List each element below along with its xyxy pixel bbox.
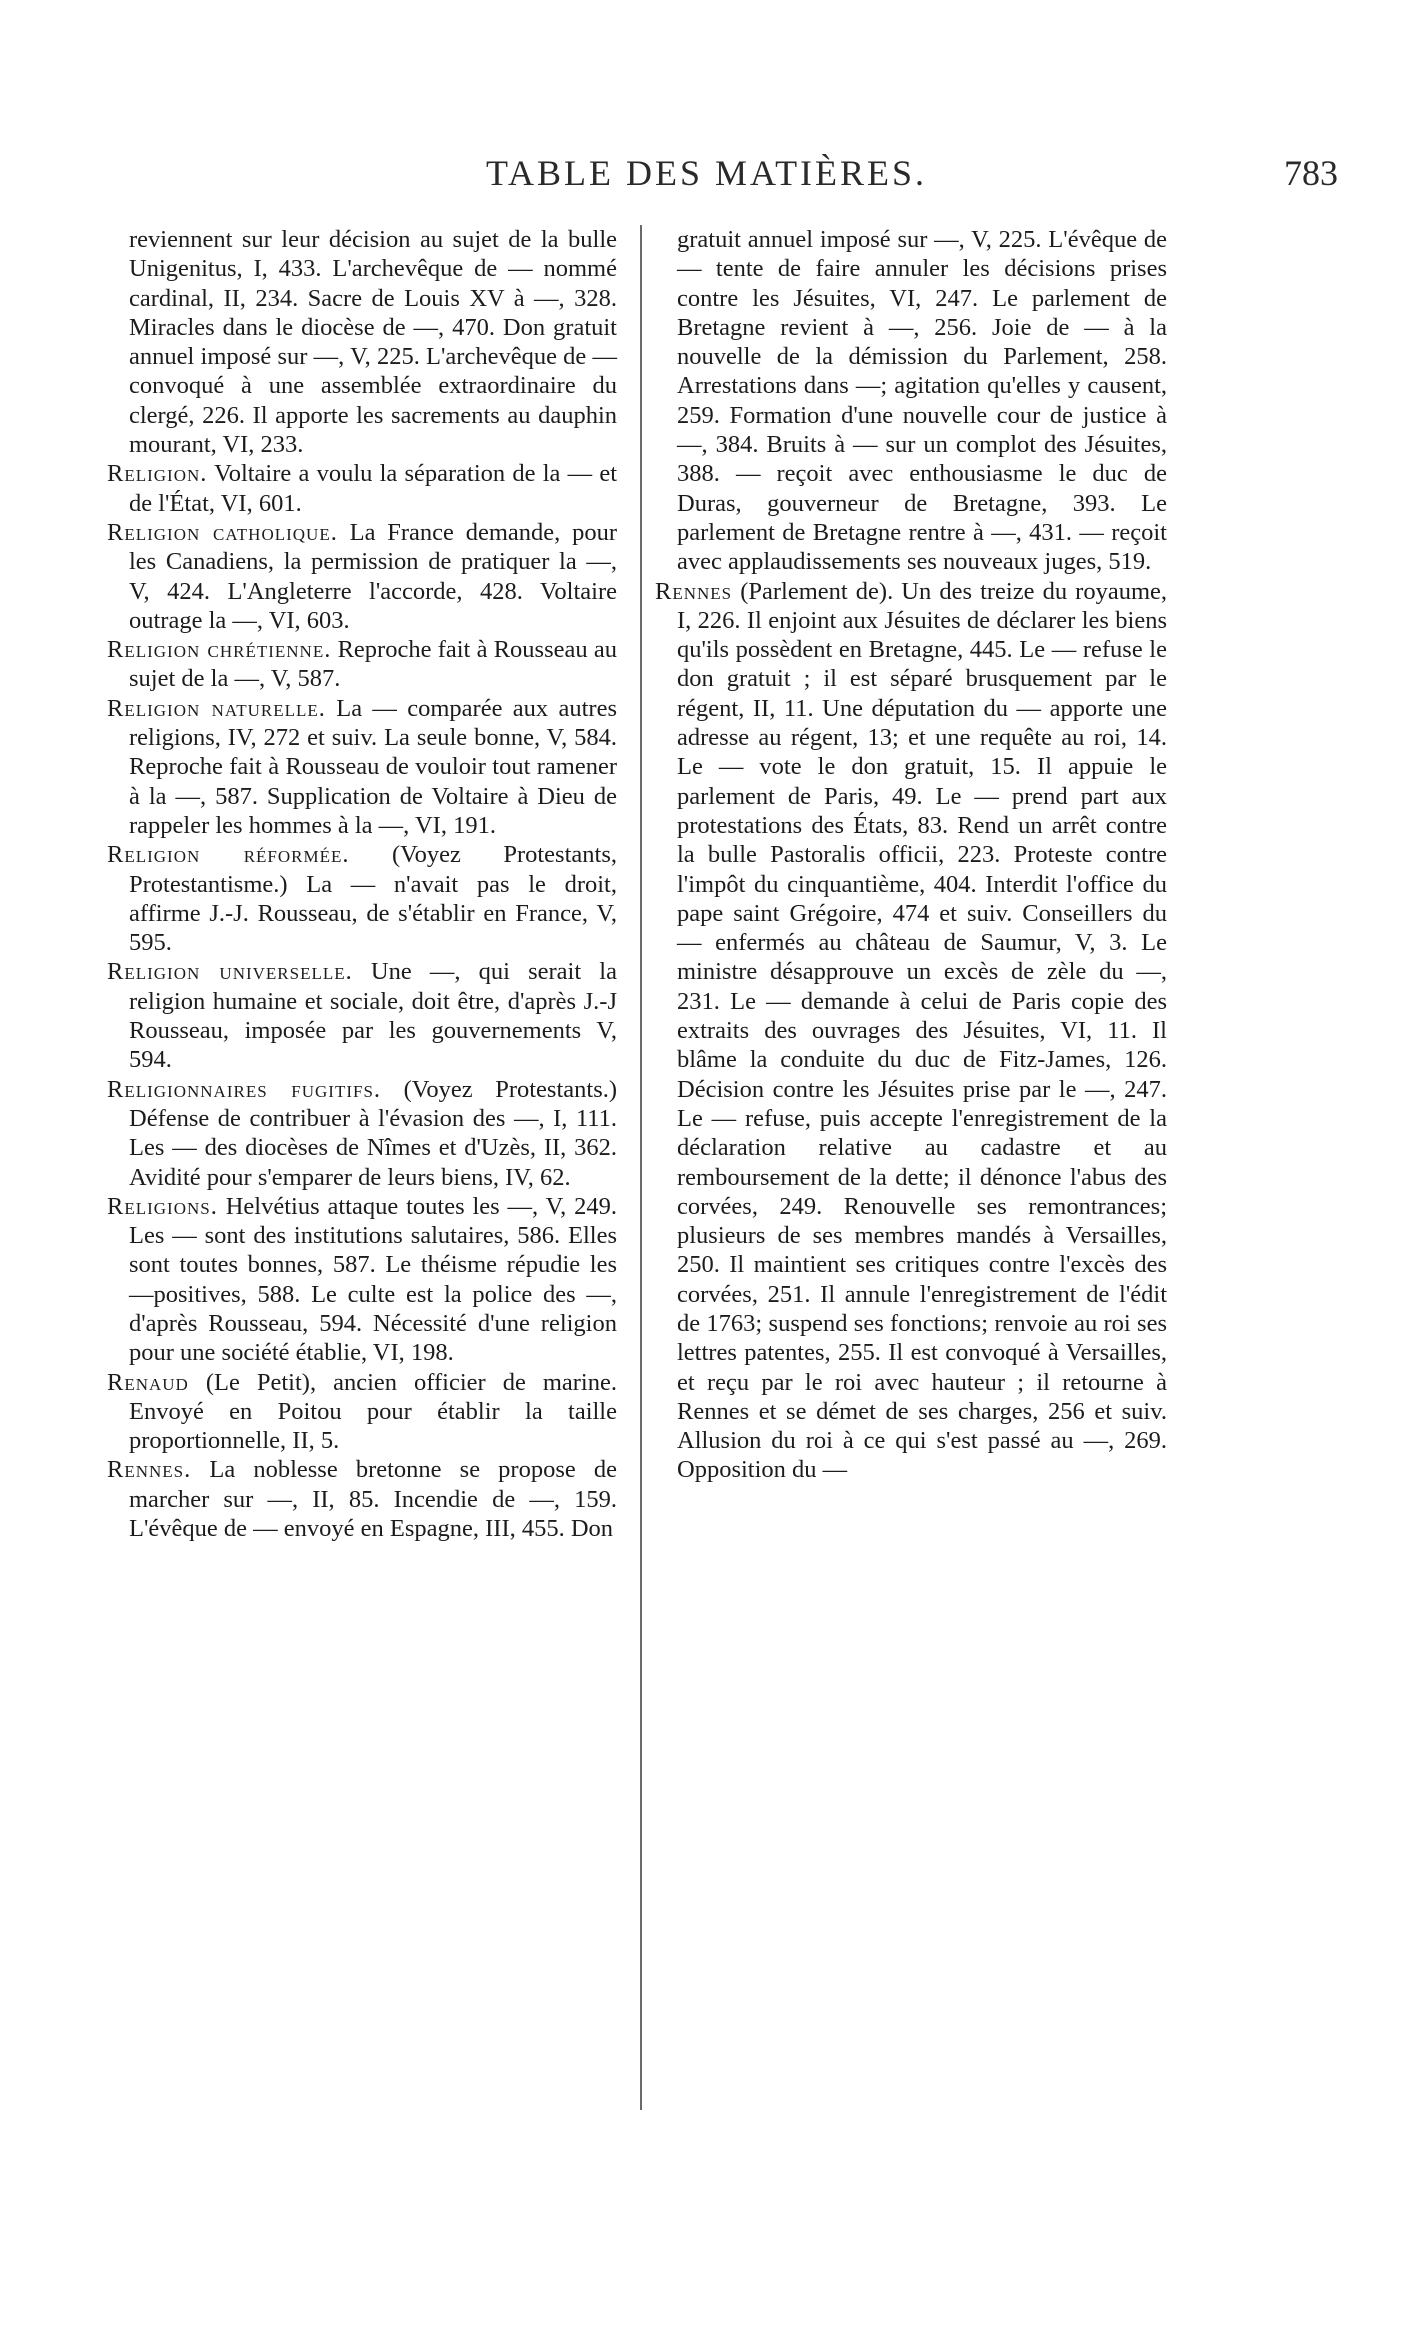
index-entry: [107, 694, 617, 840]
page-number: 783: [1284, 153, 1338, 193]
entry-text: Reproche fait à Rousseau au sujet de la —, V, 587.: [129, 636, 617, 693]
entry-heading: Religionnaires fugitifs.: [107, 1075, 382, 1103]
index-entry: [107, 1368, 617, 1456]
index-entry: [655, 225, 1167, 577]
entry-heading: Religion catholique.: [107, 518, 338, 546]
entry-heading: Religion universelle.: [107, 958, 353, 986]
index-entry: [107, 459, 617, 518]
index-entry: [107, 1455, 617, 1543]
entry-heading: Rennes.: [107, 1456, 192, 1484]
entry-heading: Rennes: [655, 577, 733, 605]
entry-text: La — comparée aux autres religions, IV, 272 et suiv. La seule bonne, V, 584. Reproche fait à Rousseau de vouloir tout ramener à la —, 587. Supplication de Voltaire à Dieu de rappeler les hommes à la —, VI, 191.: [129, 694, 617, 839]
index-entry: [107, 518, 617, 635]
entry-heading: Religion naturelle.: [107, 694, 326, 722]
entry-text: (Parlement de). Un des treize du royaume, I, 226. Il enjoint aux Jésuites de déclarer les biens qu'ils possèdent en Bretagne, 445. Le — refuse le don gratuit ; il est séparé brusquement par le régent, II, 11. Une députation du — apporte une adresse au régent, 13; et une requête au roi, 14. Le — vote le don gratuit, 15. Il appuie le parlement de Paris, 49. Le — prend part aux protestations des États, 83. Rend un arrêt contre la bulle Pastoralis officii, 223. Proteste contre l'impôt du cinquantième, 404. Interdit l'office du pape saint Grégoire, 474 et suiv. Conseillers du — enfermés au château de Saumur, V, 3. Le ministre désapprouve un excès de zèle du —, 231. Le — demande à celui de Paris copie des extraits des ouvrages des Jésuites, VI, 11. Il blâme la conduite du duc de Fitz-James, 126. Décision contre les Jésuites prise par le —, 247. Le — refuse, puis accepte l'enregistrement de la déclaration relative au cadastre et au remboursement de la dette; il dénonce l'abus des corvées, 249. Renouvelle ses remontrances; plusieurs de ses membres mandés à Versailles, 250. Il maintient ses critiques contre l'excès des corvées, 251. Il annule l'enregistrement de l'édit de 1763; suspend ses fonctions; renvoie au roi ses lettres patentes, 255. Il est convoqué à Versailles, et reçu par le roi avec hauteur ; il retourne à Rennes et se démet de ses charges, 256 et suiv. Allusion du roi à ce qui s'est passé au —, 269. Opposition du —: [677, 577, 1167, 1484]
entry-text: (Voyez Protestants, Protestantisme.) La — n'avait pas le droit, affirme J.-J. Rousseau, de s'établir en France, V, 595.: [129, 841, 617, 957]
entry-heading: Renaud: [107, 1368, 189, 1396]
entry-heading: Religion chrétienne.: [107, 636, 332, 664]
entry-text: (Le Petit), ancien officier de marine. Envoyé en Poitou pour établir la taille proportionnelle, II, 5.: [129, 1368, 617, 1455]
page-header: [0, 152, 1413, 202]
index-entry: [107, 957, 617, 1074]
entry-text: Une —, qui serait la religion humaine et sociale, doit être, d'après J.-J Rousseau, imposée par les gouvernements V, 594.: [129, 958, 617, 1074]
entry-text: Helvétius attaque toutes les —, V, 249. Les — sont des institutions salutaires, 586. Elles sont toutes bonnes, 587. Le théisme répudie les —positives, 588. Le culte est la police des —, d'après Rousseau, 594. Nécessité d'une religion pour une société établie, VI, 198.: [129, 1192, 617, 1367]
index-entry: [107, 225, 617, 459]
index-entry: [107, 840, 617, 957]
entry-text: La noblesse bretonne se propose de marcher sur —, II, 85. Incendie de —, 159. L'évêque de — envoyé en Espagne, III, 455. Don: [129, 1456, 617, 1543]
index-entry: [107, 635, 617, 694]
entry-heading: Religion réformée.: [107, 841, 350, 869]
entry-text: (Voyez Protestants.) Défense de contribuer à l'évasion des —, I, 111. Les — des diocèses de Nîmes et d'Uzès, II, 362. Avidité pour s'emparer de leurs biens, IV, 62.: [129, 1075, 618, 1191]
index-entry: [107, 1075, 617, 1192]
entry-text: reviennent sur leur décision au sujet de la bulle Unigenitus, I, 433. L'archevêque de — nommé cardinal, II, 234. Sacre de Louis XV à —, 328. Miracles dans le diocèse de —, 470. Don gratuit annuel imposé sur —, V, 225. L'archevêque de — convoqué à une assemblée extraordinaire du clergé, 226. Il apporte les sacrements au dauphin mourant, VI, 233.: [129, 226, 617, 459]
entry-text: La France demande, pour les Canadiens, la permission de pratiquer la —, V, 424. L'Angleterre l'accorde, 428. Voltaire outrage la —, VI, 603.: [129, 518, 617, 634]
entry-heading: Religions.: [107, 1192, 218, 1220]
entry-text: gratuit annuel imposé sur —, V, 225. L'évêque de — tente de faire annuler les décisions prises contre les Jésuites, VI, 247. Le parlement de Bretagne revient à —, 256. Joie de — à la nouvelle de la démission du Parlement, 258. Arrestations dans —; agitation qu'elles y causent, 259. Formation d'une nouvelle cour de justice à —, 384. Bruits à — sur un complot des Jésuites, 388. — reçoit avec enthousiasme le duc de Duras, gouverneur de Bretagne, 393. Le parlement de Bretagne rentre à —, 431. — reçoit avec applaudissements ses nouveaux juges, 519.: [677, 226, 1167, 576]
left-column: [107, 225, 617, 1543]
column-divider: [640, 225, 642, 2110]
running-title: TABLE DES MATIÈRES.: [485, 153, 928, 193]
right-column: [655, 225, 1167, 1485]
index-entry: [655, 577, 1167, 1485]
entry-heading: Religion.: [107, 460, 208, 488]
index-entry: [107, 1192, 617, 1368]
entry-text: Voltaire a voulu la séparation de la — et de l'État, VI, 601.: [129, 460, 617, 517]
